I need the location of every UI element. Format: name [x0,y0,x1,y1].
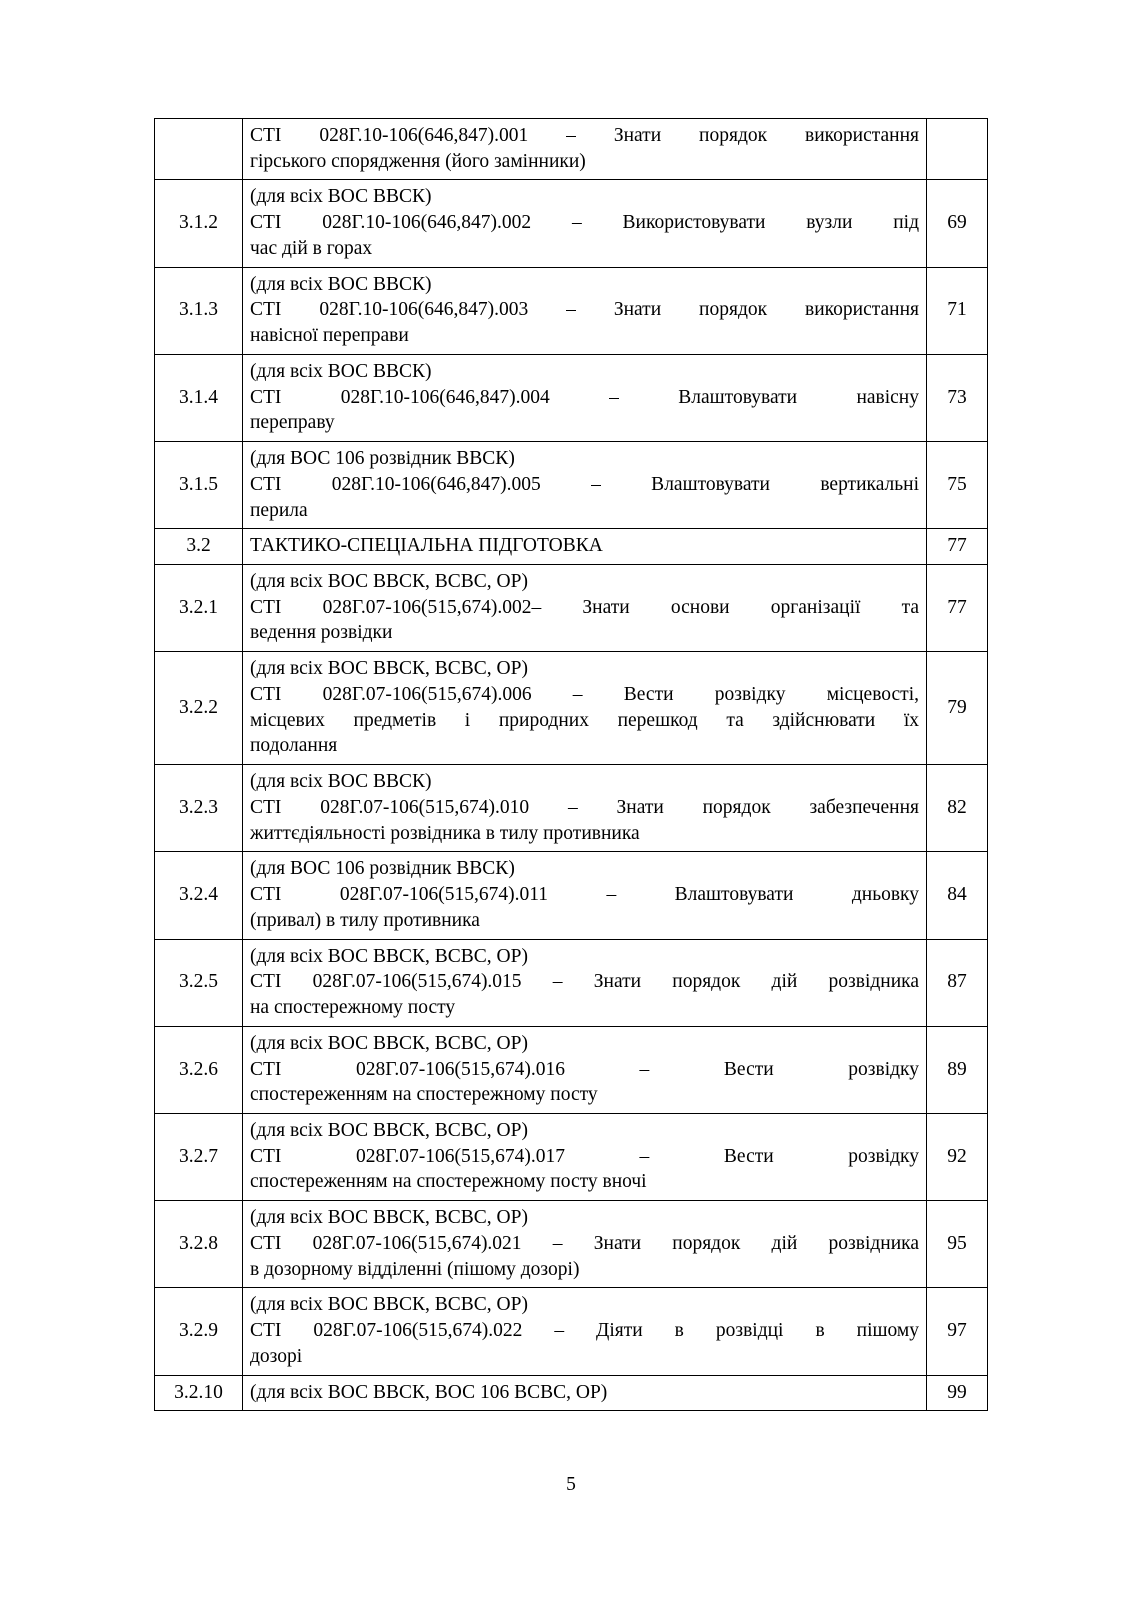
row-text-line: спостереженням на спостережному посту вночі [250,1171,647,1193]
row-text-line: ведення розвідки [250,622,393,644]
row-number: 3.2.4 [155,852,243,939]
row-number: 3.1.2 [155,180,243,267]
row-page: 84 [927,852,988,939]
row-page [927,119,988,180]
table-row [155,267,988,354]
row-text-line: (для всіх ВОС ВВСК, ВСВС, ОР) [250,1119,528,1141]
table-row [155,354,988,441]
row-text-line: СТІ 028Г.10-106(646,847).005 – Влаштовувати вертикальні [250,473,919,495]
row-text-line: (для всіх ВОС ВВСК, ВСВС, ОР) [250,1032,528,1054]
row-page: 79 [927,652,988,765]
row-text-line: навісної переправи [250,325,409,347]
row-text-line: СТІ 028Г.07-106(515,674).022 – Діяти в розвідці в пішому [250,1320,919,1342]
row-text-line: СТІ 028Г.07-106(515,674).015 – Знати порядок дій розвідника [250,971,919,993]
row-text [243,852,927,939]
row-page: 75 [927,442,988,529]
page-number: 5 [566,1474,576,1495]
table-row [155,1375,988,1411]
row-text [243,354,927,441]
row-page: 73 [927,354,988,441]
row-number: 3.2.1 [155,565,243,652]
row-text-line: (для всіх ВОС ВВСК, ВСВС, ОР) [250,571,528,593]
table-row [155,442,988,529]
row-text-line: (для всіх ВОС ВВСК) [250,186,432,208]
row-text-line: СТІ 028Г.10-106(646,847).004 – Влаштовувати навісну [250,386,919,408]
row-number: 3.2 [155,529,243,565]
row-page: 71 [927,267,988,354]
row-page: 69 [927,180,988,267]
row-text-line: СТІ 028Г.07-106(515,674).016 – Вести розвідку [250,1058,919,1080]
row-text [243,180,927,267]
row-page: 92 [927,1113,988,1200]
row-text-line: переправу [250,412,335,434]
table-row [155,1113,988,1200]
row-number [155,119,243,180]
table-row [155,1288,988,1375]
row-page: 99 [927,1375,988,1411]
table-row [155,565,988,652]
row-text-line: життєдіяльності розвідника в тилу противника [250,822,640,844]
row-number: 3.1.5 [155,442,243,529]
row-page: 77 [927,565,988,652]
table-row-section [155,529,988,565]
row-number: 3.2.6 [155,1026,243,1113]
section-title: ТАКТИКО-СПЕЦІАЛЬНА ПІДГОТОВКА [243,529,927,565]
row-text-line: (привал) в тилу противника [250,909,480,931]
row-text-line: на спостережному посту [250,997,456,1019]
row-text-line: (для всіх ВОС ВВСК, ВСВС, ОР) [250,1207,528,1229]
row-number: 3.2.7 [155,1113,243,1200]
table-row [155,1201,988,1288]
row-text [243,442,927,529]
row-text-line: СТІ 028Г.07-106(515,674).017 – Вести розвідку [250,1145,919,1167]
row-page: 97 [927,1288,988,1375]
row-text-line: СТІ 028Г.07-106(515,674).002– Знати основи організації та [250,596,919,618]
row-text-line: гірського спорядження (його замінники) [250,150,586,172]
row-text [243,267,927,354]
row-text-line: СТІ 028Г.10-106(646,847).003 – Знати порядок використання [250,299,919,321]
row-text-line: СТІ 028Г.07-106(515,674).011 – Влаштовувати дньовку [250,884,919,906]
row-text-line: місцевих предметів і природних перешкод та здійснювати їх [250,709,919,731]
row-text-line: (для всіх ВОС ВВСК, ВСВС, ОР) [250,945,528,967]
row-text [243,652,927,765]
table-row [155,939,988,1026]
row-page: 77 [927,529,988,565]
row-text-line: СТІ 028Г.10-106(646,847).002 – Використовувати вузли під [250,212,919,234]
row-number: 3.1.3 [155,267,243,354]
row-number: 3.2.8 [155,1201,243,1288]
table-of-contents [154,118,988,1411]
table-row [155,765,988,852]
table-body [155,119,988,1411]
row-text-line: СТІ 028Г.07-106(515,674).021 – Знати порядок дій розвідника [250,1232,919,1254]
row-text: (для всіх ВОС ВВСК, ВОС 106 ВСВС, ОР) [243,1375,927,1411]
row-text-line: спостереженням на спостережному посту [250,1084,598,1106]
table-row [155,852,988,939]
table-row [155,180,988,267]
table-row [155,652,988,765]
row-text-line: СТІ 028Г.07-106(515,674).010 – Знати порядок забезпечення [250,796,919,818]
row-text-line: (для всіх ВОС ВВСК) [250,273,432,295]
row-page: 89 [927,1026,988,1113]
row-number: 3.2.2 [155,652,243,765]
table-row [155,1026,988,1113]
row-text-line: (для всіх ВОС ВВСК, ВСВС, ОР) [250,658,528,680]
row-number: 3.2.9 [155,1288,243,1375]
row-text [243,1113,927,1200]
row-text [243,1026,927,1113]
row-text-line: (для ВОС 106 розвідник ВВСК) [250,448,515,470]
row-number: 3.1.4 [155,354,243,441]
row-text-line: (для всіх ВОС ВВСК) [250,360,432,382]
row-text-line: СТІ 028Г.07-106(515,674).006 – Вести розвідку місцевості, [250,683,919,705]
row-text-line: (для всіх ВОС ВВСК) [250,771,432,793]
row-page: 87 [927,939,988,1026]
row-text-line: перила [250,499,308,521]
row-number: 3.2.10 [155,1375,243,1411]
row-text-line: СТІ 028Г.10-106(646,847).001 – Знати порядок використання [250,125,919,146]
row-text [243,939,927,1026]
row-text [243,565,927,652]
row-text [243,765,927,852]
row-text-line: дозорі [250,1345,303,1367]
row-page: 82 [927,765,988,852]
row-text [243,1288,927,1375]
table-row [155,119,988,180]
row-page: 95 [927,1201,988,1288]
row-text-line: час дій в горах [250,237,373,259]
row-text-line: (для ВОС 106 розвідник ВВСК) [250,858,515,880]
row-text-line: (для всіх ВОС ВВСК, ВСВС, ОР) [250,1294,528,1316]
row-text [243,119,927,180]
row-number: 3.2.5 [155,939,243,1026]
row-text [243,1201,927,1288]
row-number: 3.2.3 [155,765,243,852]
row-text-line: в дозорному відділенні (пішому дозорі) [250,1258,580,1280]
row-text-line: подолання [250,735,338,757]
